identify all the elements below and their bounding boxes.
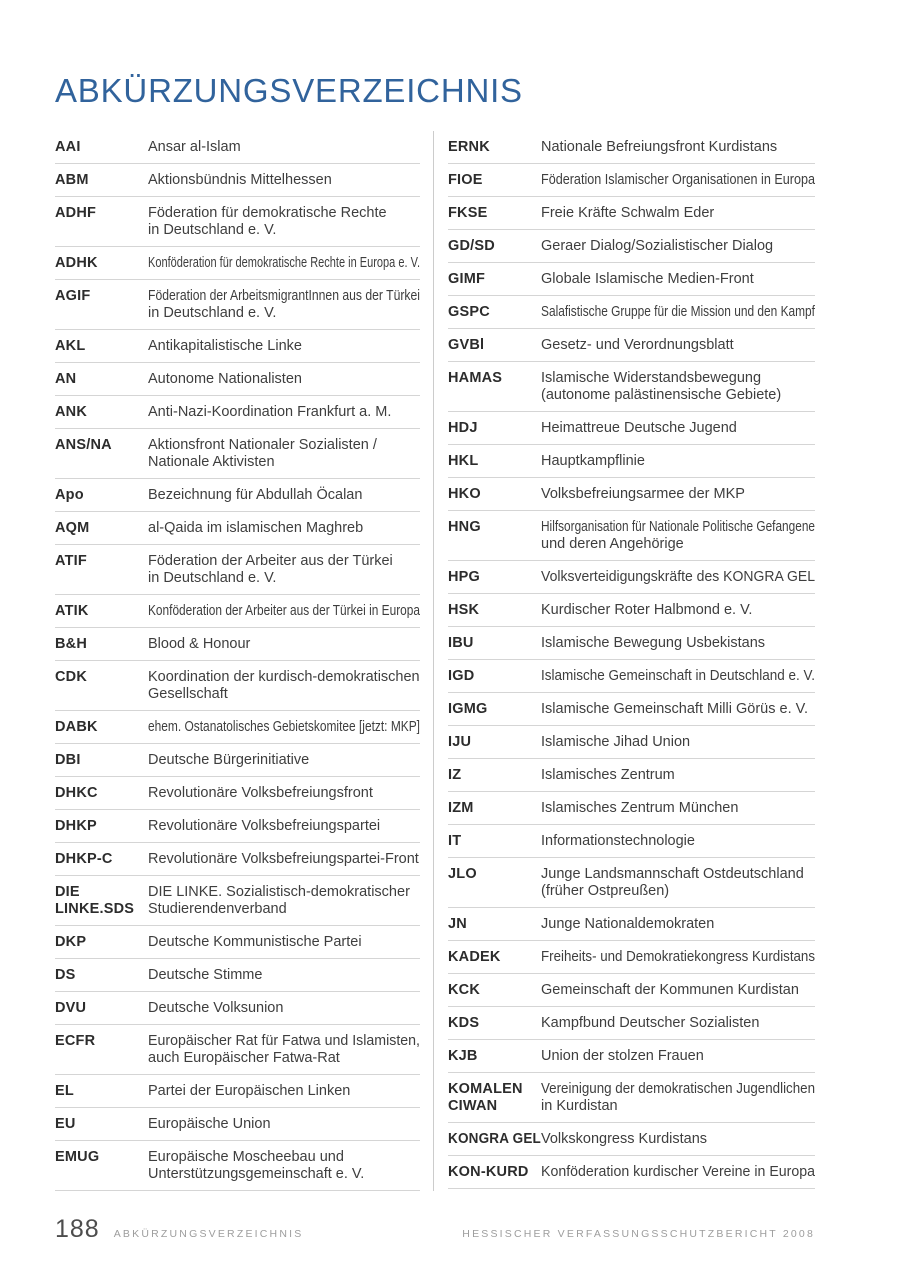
abbreviation: KONGRA GEL bbox=[448, 1130, 541, 1147]
abbreviation: DBI bbox=[55, 751, 81, 768]
abbreviation: KADEK bbox=[448, 948, 501, 965]
abbreviation-row bbox=[448, 660, 815, 693]
abbreviation-row bbox=[55, 247, 420, 280]
definition: Islamische Widerstandsbewegung (autonome palästinensische Gebiete) bbox=[541, 369, 782, 403]
abbreviation-row bbox=[55, 197, 420, 247]
abbreviation: KOMALEN CIWAN bbox=[448, 1080, 523, 1114]
abbreviation: IT bbox=[448, 832, 462, 849]
abbreviation-row bbox=[55, 959, 420, 992]
abbreviation-row bbox=[448, 445, 815, 478]
abbreviation: IJU bbox=[448, 733, 472, 750]
abbreviation-row bbox=[55, 429, 420, 479]
definition: Gemeinschaft der Kommunen Kurdistan bbox=[541, 981, 799, 998]
abbreviation: EL bbox=[55, 1082, 74, 1099]
abbreviation: JN bbox=[448, 915, 467, 932]
definition: Europäischer Rat für Fatwa und Islamisten, auch Europäischer Fatwa-Rat bbox=[148, 1032, 420, 1066]
abbreviation-row bbox=[55, 363, 420, 396]
footer-report-label: HESSISCHER VERFASSUNGSSCHUTZBERICHT 2008 bbox=[462, 1228, 815, 1240]
abbreviation: EMUG bbox=[55, 1148, 100, 1165]
abbreviation: FKSE bbox=[448, 204, 488, 221]
abbreviation: DIE LINKE.SDS bbox=[55, 883, 135, 917]
abbreviation: Apo bbox=[55, 486, 84, 503]
abbreviation-row bbox=[448, 1123, 815, 1156]
abbreviation: DKP bbox=[55, 933, 87, 950]
definition: Junge Landsmannschaft Ostdeutschland (früher Ostpreußen) bbox=[541, 865, 804, 899]
abbreviation-row bbox=[55, 843, 420, 876]
abbreviation-row bbox=[55, 744, 420, 777]
definition: Heimattreue Deutsche Jugend bbox=[541, 419, 737, 436]
footer-section-label: ABKÜRZUNGSVERZEICHNIS bbox=[113, 1228, 304, 1240]
abbreviation: IBU bbox=[448, 634, 474, 651]
column-left bbox=[55, 131, 420, 1191]
definition: Deutsche Bürgerinitiative bbox=[148, 751, 310, 768]
definition: Islamisches Zentrum München bbox=[541, 799, 739, 816]
abbreviation-row bbox=[55, 1025, 420, 1075]
abbreviation: DHKP-C bbox=[55, 850, 113, 867]
definition: Freiheits- und Demokratiekongress Kurdistans bbox=[541, 948, 815, 965]
abbreviation-row bbox=[55, 628, 420, 661]
abbreviation: ADHK bbox=[55, 254, 98, 271]
abbreviation: KJB bbox=[448, 1047, 478, 1064]
abbreviation-row bbox=[55, 1141, 420, 1191]
definition: Bezeichnung für Abdullah Öcalan bbox=[148, 486, 363, 503]
abbreviation: GD/SD bbox=[448, 237, 495, 254]
definition: Volksbefreiungsarmee der MKP bbox=[541, 485, 745, 502]
abbreviation-row bbox=[55, 926, 420, 959]
abbreviation: HKO bbox=[448, 485, 481, 502]
definition: Anti-Nazi-Koordination Frankfurt a. M. bbox=[148, 403, 392, 420]
abbreviation-row bbox=[55, 661, 420, 711]
definition: Blood & Honour bbox=[148, 635, 251, 652]
abbreviation-row bbox=[448, 1073, 815, 1123]
abbreviation: DHKC bbox=[55, 784, 98, 801]
abbreviation-row bbox=[55, 810, 420, 843]
abbreviation-row bbox=[55, 1108, 420, 1141]
abbreviation: HSK bbox=[448, 601, 480, 618]
abbreviation-row bbox=[448, 296, 815, 329]
page-footer bbox=[55, 1215, 815, 1244]
definition: Freie Kräfte Schwalm Eder bbox=[541, 204, 715, 221]
abbreviation: JLO bbox=[448, 865, 477, 882]
abbreviation-row bbox=[448, 164, 815, 197]
abbreviation-row bbox=[448, 693, 815, 726]
abbreviation-row bbox=[448, 263, 815, 296]
abbreviation-row bbox=[55, 595, 420, 628]
definition: Volksverteidigungskräfte des KONGRA GEL bbox=[541, 568, 815, 585]
abbreviation: ABM bbox=[55, 171, 89, 188]
definition: Islamische Jihad Union bbox=[541, 733, 691, 750]
definition: Autonome Nationalisten bbox=[148, 370, 302, 387]
abbreviation: B&H bbox=[55, 635, 88, 652]
abbreviation-row bbox=[448, 412, 815, 445]
abbreviation: GVBl bbox=[448, 336, 485, 353]
abbreviation-row bbox=[55, 396, 420, 429]
abbreviation-row bbox=[55, 512, 420, 545]
definition: Konföderation für demokratische Rechte in Europa e. V. bbox=[148, 254, 420, 271]
abbreviation-row bbox=[55, 1075, 420, 1108]
definition: Islamische Gemeinschaft in Deutschland e. V. bbox=[541, 667, 815, 684]
abbreviation: IGD bbox=[448, 667, 475, 684]
definition: Partei der Europäischen Linken bbox=[148, 1082, 351, 1099]
abbreviation: ATIF bbox=[55, 552, 87, 569]
abbreviation: IZM bbox=[448, 799, 474, 816]
definition: Islamische Gemeinschaft Milli Görüs e. V. bbox=[541, 700, 809, 717]
abbreviation-row bbox=[448, 792, 815, 825]
column-right bbox=[448, 131, 815, 1191]
abbreviation: ATIK bbox=[55, 602, 89, 619]
definition: Revolutionäre Volksbefreiungspartei-Front bbox=[148, 850, 419, 867]
abbreviation: ERNK bbox=[448, 138, 490, 155]
abbreviation: GSPC bbox=[448, 303, 490, 320]
abbreviation-row bbox=[448, 362, 815, 412]
definition: DIE LINKE. Sozialistisch-demokratischer Studierendenverband bbox=[148, 883, 410, 917]
abbreviation-row bbox=[55, 164, 420, 197]
abbreviation: HKL bbox=[448, 452, 479, 469]
definition: Föderation Islamischer Organisationen in Europa bbox=[541, 171, 815, 188]
abbreviation: KCK bbox=[448, 981, 481, 998]
definition: Globale Islamische Medien-Front bbox=[541, 270, 754, 287]
definition: Hilfsorganisation für Nationale Politische Gefangene und deren Angehörige bbox=[541, 518, 815, 552]
definition: Koordination der kurdisch-demokratischen Gesellschaft bbox=[148, 668, 420, 702]
definition: Revolutionäre Volksbefreiungspartei bbox=[148, 817, 381, 834]
abbreviation-row bbox=[448, 908, 815, 941]
definition: Islamisches Zentrum bbox=[541, 766, 675, 783]
definition: Vereinigung der demokratischen Jugendlichen in Kurdistan bbox=[541, 1080, 815, 1114]
definition: Föderation der Arbeiter aus der Türkei in Deutschland e. V. bbox=[148, 552, 393, 586]
definition: Europäische Moscheebau und Unterstützungsgemeinschaft e. V. bbox=[148, 1148, 365, 1182]
abbreviation: ANS/NA bbox=[55, 436, 112, 453]
definition: Gesetz- und Verordnungsblatt bbox=[541, 336, 734, 353]
abbreviation: HPG bbox=[448, 568, 481, 585]
abbreviation: ECFR bbox=[55, 1032, 96, 1049]
definition: Deutsche Stimme bbox=[148, 966, 263, 983]
definition: Volkskongress Kurdistans bbox=[541, 1130, 708, 1147]
definition: Informationstechnologie bbox=[541, 832, 695, 849]
abbreviation: HNG bbox=[448, 518, 481, 535]
abbreviation-row bbox=[448, 131, 815, 164]
abbreviation: IZ bbox=[448, 766, 462, 783]
abbreviation-row bbox=[448, 230, 815, 263]
definition: Deutsche Kommunistische Partei bbox=[148, 933, 362, 950]
abbreviation: FIOE bbox=[448, 171, 483, 188]
abbreviation-row bbox=[55, 876, 420, 926]
definition: Kurdischer Roter Halbmond e. V. bbox=[541, 601, 753, 618]
abbreviation-row bbox=[448, 825, 815, 858]
abbreviation: AQM bbox=[55, 519, 90, 536]
definition: Islamische Bewegung Usbekistans bbox=[541, 634, 766, 651]
definition: Junge Nationaldemokraten bbox=[541, 915, 715, 932]
definition: Nationale Befreiungsfront Kurdistans bbox=[541, 138, 778, 155]
abbreviation: KON-KURD bbox=[448, 1163, 529, 1180]
column-divider bbox=[433, 131, 434, 1191]
definition: Union der stolzen Frauen bbox=[541, 1047, 704, 1064]
abbreviation-row bbox=[55, 777, 420, 810]
abbreviation-row bbox=[448, 197, 815, 230]
abbreviation-row bbox=[55, 280, 420, 330]
abbreviation-row bbox=[448, 1156, 815, 1189]
page-title: ABKÜRZUNGSVERZEICHNIS bbox=[55, 72, 523, 109]
definition: Hauptkampflinie bbox=[541, 452, 645, 469]
abbreviation: AN bbox=[55, 370, 77, 387]
abbreviation: DHKP bbox=[55, 817, 97, 834]
abbreviation: AAI bbox=[55, 138, 81, 155]
abbreviation: GIMF bbox=[448, 270, 486, 287]
abbreviation-row bbox=[55, 330, 420, 363]
page-number: 188 bbox=[55, 1215, 100, 1243]
abbreviation-row bbox=[448, 594, 815, 627]
abbreviation-row bbox=[448, 1007, 815, 1040]
abbreviation-row bbox=[55, 711, 420, 744]
abbreviation-row bbox=[448, 511, 815, 561]
definition: Deutsche Volksunion bbox=[148, 999, 284, 1016]
abbreviation: DVU bbox=[55, 999, 87, 1016]
abbreviation: AGIF bbox=[55, 287, 91, 304]
definition: Föderation für demokratische Rechte in Deutschland e. V. bbox=[148, 204, 387, 238]
abbreviation-row bbox=[448, 627, 815, 660]
abbreviation: ANK bbox=[55, 403, 88, 420]
abbreviation: CDK bbox=[55, 668, 88, 685]
abbreviation: DABK bbox=[55, 718, 98, 735]
abbreviation: IGMG bbox=[448, 700, 488, 717]
definition: Ansar al-Islam bbox=[148, 138, 241, 155]
abbreviation-row bbox=[55, 545, 420, 595]
abbreviation-list bbox=[55, 131, 815, 1191]
abbreviation: KDS bbox=[448, 1014, 480, 1031]
abbreviation-row bbox=[448, 941, 815, 974]
definition: Konföderation kurdischer Vereine in Europa bbox=[541, 1163, 815, 1180]
abbreviation-row bbox=[448, 726, 815, 759]
definition: al-Qaida im islamischen Maghreb bbox=[148, 519, 364, 536]
abbreviation: ADHF bbox=[55, 204, 97, 221]
abbreviation-row bbox=[448, 329, 815, 362]
abbreviation-row bbox=[448, 974, 815, 1007]
abbreviation-row bbox=[448, 561, 815, 594]
definition: Revolutionäre Volksbefreiungsfront bbox=[148, 784, 373, 801]
abbreviation: DS bbox=[55, 966, 76, 983]
definition: Aktionsbündnis Mittelhessen bbox=[148, 171, 332, 188]
definition: Föderation der ArbeitsmigrantInnen aus der Türkei in Deutschland e. V. bbox=[148, 287, 420, 321]
abbreviation-row bbox=[55, 992, 420, 1025]
definition: Geraer Dialog/Sozialistischer Dialog bbox=[541, 237, 774, 254]
abbreviation-row bbox=[448, 1040, 815, 1073]
definition: Europäische Union bbox=[148, 1115, 271, 1132]
abbreviation: HAMAS bbox=[448, 369, 503, 386]
abbreviation: AKL bbox=[55, 337, 86, 354]
definition: Kampfbund Deutscher Sozialisten bbox=[541, 1014, 760, 1031]
abbreviation-row bbox=[448, 759, 815, 792]
abbreviation: HDJ bbox=[448, 419, 478, 436]
abbreviation-row bbox=[448, 478, 815, 511]
definition: Antikapitalistische Linke bbox=[148, 337, 302, 354]
definition: ehem. Ostanatolisches Gebietskomitee [jetzt: MKP] bbox=[148, 718, 420, 735]
definition: Aktionsfront Nationaler Sozialisten / Nationale Aktivisten bbox=[148, 436, 377, 470]
abbreviation-row bbox=[55, 131, 420, 164]
abbreviation: EU bbox=[55, 1115, 76, 1132]
definition: Konföderation der Arbeiter aus der Türkei in Europa bbox=[148, 602, 420, 619]
definition: Salafistische Gruppe für die Mission und den Kampf bbox=[541, 303, 815, 320]
abbreviation-row bbox=[448, 858, 815, 908]
abbreviation-row bbox=[55, 479, 420, 512]
